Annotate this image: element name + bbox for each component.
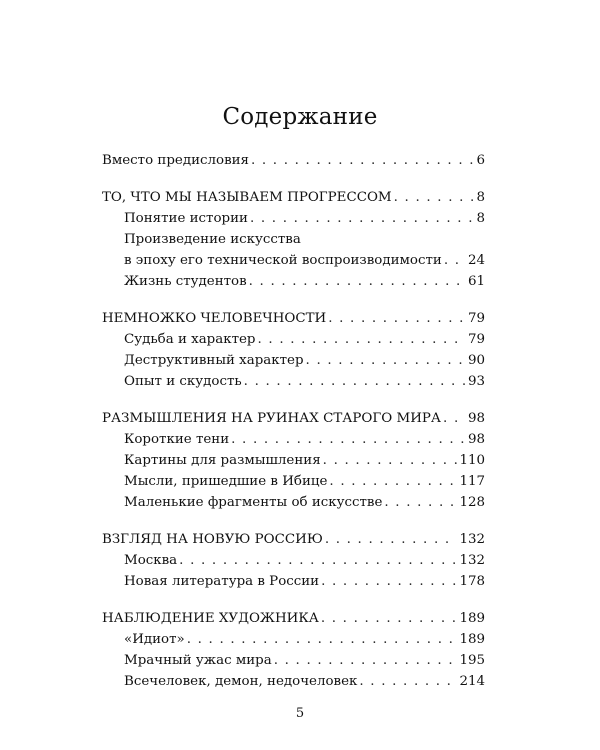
- toc-subentry: [102, 371, 485, 392]
- toc-entry-title: Короткие тени: [124, 432, 230, 447]
- toc-subentry: [102, 629, 485, 650]
- dot-leader: [231, 429, 466, 450]
- toc-subentry: [102, 671, 485, 692]
- toc-entry-page: 128: [459, 495, 485, 510]
- dot-leader: [244, 371, 466, 392]
- toc-entry-page: 117: [459, 474, 485, 489]
- dot-leader: [249, 271, 466, 292]
- toc-entry-page: 214: [459, 674, 485, 689]
- toc-entry-page: 90: [467, 353, 485, 368]
- dot-leader: [328, 308, 466, 329]
- toc-entry-title: Картины для размышления: [124, 453, 321, 468]
- dot-leader: [187, 629, 458, 650]
- toc-entry-title: Деструктивный характер: [124, 353, 304, 368]
- toc-entry-title: НАБЛЮДЕНИЕ ХУДОЖНИКА: [102, 611, 319, 626]
- dot-leader: [394, 187, 475, 208]
- toc-entry-title: Вместо предисловия: [102, 153, 249, 168]
- dot-leader: [250, 208, 475, 229]
- toc-subentry: [102, 271, 485, 292]
- dot-leader: [251, 150, 474, 171]
- dot-leader: [359, 671, 457, 692]
- toc-entry: [102, 308, 485, 329]
- table-of-contents: [102, 150, 485, 692]
- dot-leader: [443, 408, 466, 429]
- toc-entry-title: Мрачный ужас мира: [124, 653, 272, 668]
- toc-subentry: [102, 350, 485, 371]
- toc-entry-page: 189: [459, 632, 485, 647]
- toc-entry-page: 110: [459, 453, 485, 468]
- toc-entry-page: 61: [467, 274, 485, 289]
- toc-entry: [102, 408, 485, 429]
- toc-entry-page: 79: [467, 311, 485, 326]
- toc-entry-page: 132: [459, 553, 485, 568]
- toc-entry-page: 6: [476, 153, 485, 168]
- toc-entry-page: 189: [459, 611, 485, 626]
- toc-entry-page: 98: [467, 411, 485, 426]
- toc-entry-title: «Идиот»: [124, 632, 185, 647]
- toc-subentry: [102, 250, 485, 271]
- dot-leader: [323, 450, 458, 471]
- toc-entry-page: 8: [476, 211, 485, 226]
- toc-entry-title: Произведение искусства: [124, 232, 301, 247]
- toc-entry-page: 8: [476, 190, 485, 205]
- toc-subentry: [102, 471, 485, 492]
- toc-subentry: [102, 571, 485, 592]
- toc-entry-page: 178: [459, 574, 485, 589]
- dot-leader: [306, 350, 466, 371]
- page-title: Содержание: [222, 104, 378, 130]
- toc-subentry: [102, 429, 485, 450]
- toc-entry-title: в эпоху его технической воспроизводимости: [124, 253, 442, 268]
- dot-leader: [329, 471, 457, 492]
- toc-entry-title: Мысли, пришедшие в Ибице: [124, 474, 328, 489]
- toc-subentry: [102, 329, 485, 350]
- toc-entry-title: НЕМНОЖКО ЧЕЛОВЕЧНОСТИ: [102, 311, 327, 326]
- page-number: 5: [295, 706, 305, 721]
- toc-entry-page: 98: [467, 432, 485, 447]
- toc-entry-title: Москва: [124, 553, 178, 568]
- toc-entry-page: 24: [467, 253, 485, 268]
- toc-subentry: [102, 492, 485, 513]
- toc-entry-title: ВЗГЛЯД НА НОВУЮ РОССИЮ: [102, 532, 323, 547]
- dot-leader: [325, 529, 458, 550]
- toc-entry-page: 132: [459, 532, 485, 547]
- toc-entry: [102, 187, 485, 208]
- dot-leader: [179, 550, 457, 571]
- dot-leader: [444, 250, 466, 271]
- toc-entry-title: Понятие истории: [124, 211, 248, 226]
- toc-entry-title: Жизнь студентов: [124, 274, 247, 289]
- toc-entry-title: Всечеловек, демон, недочеловек: [124, 674, 358, 689]
- dot-leader: [321, 608, 458, 629]
- toc-subentry: [102, 208, 485, 229]
- toc-entry-title: Опыт и скудость: [124, 374, 242, 389]
- toc-entry-title: ТО, ЧТО МЫ НАЗЫВАЕМ ПРОГРЕССОМ: [102, 190, 392, 205]
- toc-entry-title: РАЗМЫШЛЕНИЯ НА РУИНАХ СТАРОГО МИРА: [102, 411, 442, 426]
- toc-entry-page: 93: [467, 374, 485, 389]
- toc-subentry: [102, 650, 485, 671]
- toc-entry-title: Судьба и характер: [124, 332, 256, 347]
- dot-leader: [274, 650, 458, 671]
- toc-entry: [102, 529, 485, 550]
- toc-subentry: [102, 450, 485, 471]
- toc-entry-title: Маленькие фрагменты об искусстве: [124, 495, 383, 510]
- toc-entry-page: 195: [459, 653, 485, 668]
- dot-leader: [384, 492, 457, 513]
- toc-entry-title: Новая литература в России: [124, 574, 320, 589]
- dot-leader: [321, 571, 457, 592]
- toc-entry: [102, 608, 485, 629]
- toc-subentry: [102, 229, 485, 250]
- toc-entry: [102, 150, 485, 171]
- toc-subentry: [102, 550, 485, 571]
- dot-leader: [258, 329, 466, 350]
- toc-entry-page: 79: [467, 332, 485, 347]
